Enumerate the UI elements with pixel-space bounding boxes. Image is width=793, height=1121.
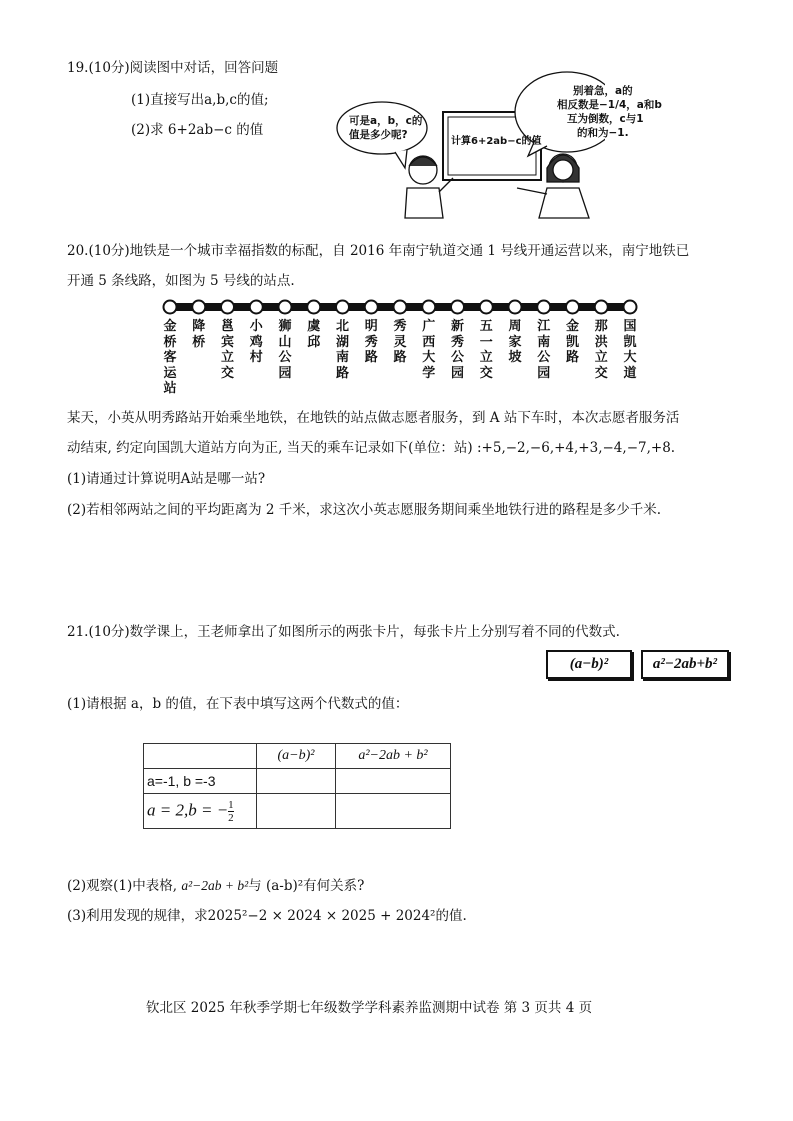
station-dot [537, 301, 550, 314]
station-label: 邕宾立交 [220, 319, 234, 381]
station-dot [480, 301, 493, 314]
girl-bubble-line2: 相反数是−1/4，a和b [557, 99, 662, 111]
values-table [143, 743, 451, 829]
girl-bubble-line3: 互为倒数，c与1 [567, 113, 644, 125]
boy-bubble-line2: 值是多少呢? [349, 129, 408, 141]
q21-part2 [67, 876, 364, 896]
row2-fraction-num: 1 [228, 798, 234, 811]
q21-part3-suffix: 的值. [435, 908, 467, 924]
station-dot [422, 301, 435, 314]
row1-cell-2[interactable] [336, 769, 451, 794]
station-dot [192, 301, 205, 314]
station-label: 五一立交 [479, 319, 493, 381]
q20-para-line2: 动结束, 约定向国凯大道站方向为正, 当天的乘车记录如下(单位：站) :+5,−2,−6,+4,+3,−4,−7,+8. [67, 440, 676, 456]
station-dot [595, 301, 608, 314]
row2-cell-1[interactable] [257, 794, 336, 829]
metro-line-diagram [160, 298, 640, 318]
row1-cell-1[interactable] [257, 769, 336, 794]
station-dot [394, 301, 407, 314]
station-label: 狮山公园 [278, 319, 292, 381]
board-text: 计算6+2ab−c的值 [451, 136, 542, 147]
q21-title: 21.(10分)数学课上，王老师拿出了如图所示的两张卡片，每张卡片上分别写着不同的代数式. [67, 624, 620, 640]
station-label: 那洪立交 [594, 319, 608, 381]
station-label: 国凯大道 [623, 319, 637, 381]
station-dot [451, 301, 464, 314]
station-dot [509, 301, 522, 314]
station-dot [365, 301, 378, 314]
station-label: 虞邱 [307, 319, 321, 350]
station-dot [279, 301, 292, 314]
station-dot [221, 301, 234, 314]
station-label: 明秀路 [364, 319, 378, 365]
row2-label [144, 794, 257, 829]
q21-part1: (1)请根据 a，b 的值，在下表中填写这两个代数式的值： [67, 696, 409, 712]
station-label: 秀灵路 [393, 319, 407, 365]
row2-fraction-den: 2 [228, 811, 234, 824]
girl-bubble-line4: 的和为−1. [577, 127, 629, 139]
station-label: 金凯路 [565, 319, 579, 365]
q21-part3 [67, 906, 467, 926]
station-dot [164, 301, 177, 314]
q21-part3-prefix: (3)利用发现的规律，求 [67, 908, 208, 924]
boy-bubble-line1: 可是a，b，c的 [349, 115, 423, 127]
q19-part2: (2)求 6+2ab−c 的值 [131, 122, 264, 138]
girl-bubble-line1: 别着急，a的 [573, 85, 633, 97]
q20-part2: (2)若相邻两站之间的平均距离为 2 千米，求这次小英志愿服务期间乘坐地铁行进的路程是多少千米. [67, 502, 662, 518]
q20-title-line1: 20.(10分)地铁是一个城市幸福指数的标配，自 2016 年南宁轨道交通 1 号线开通运营以来，南宁地铁已 [67, 243, 690, 259]
table-header-1: (a−b)² [257, 744, 336, 769]
row1-label: a=-1, b =-3 [144, 769, 257, 794]
station-dot [624, 301, 637, 314]
table-row [144, 769, 451, 794]
station-dot [336, 301, 349, 314]
q20-title-line2: 开通 5 条线路，如图为 5 号线的站点. [67, 273, 295, 289]
q20-part1: (1)请通过计算说明A站是哪一站? [67, 471, 266, 487]
card-1: (a−b)² [546, 650, 632, 679]
table-header-empty [144, 744, 257, 769]
station-label: 广西大学 [422, 319, 436, 381]
station-label: 降桥 [192, 319, 206, 350]
table-header-row [144, 744, 451, 769]
row2-label-prefix: a = 2,b = − [147, 799, 229, 819]
card-2: a²−2ab+b² [641, 650, 729, 679]
q21-part2-suffix: 与 (a-b)²有何关系? [248, 878, 365, 894]
station-label: 金桥客运站 [163, 319, 177, 396]
page-footer: 钦北区 2025 年秋季学期七年级数学学科素养监测期中试卷 第 3 页共 4 页 [146, 1000, 593, 1016]
station-label: 江南公园 [537, 319, 551, 381]
station-dot [566, 301, 579, 314]
row2-cell-2[interactable] [336, 794, 451, 829]
q20-para-line1: 某天，小英从明秀路站开始乘坐地铁，在地铁的站点做志愿者服务，到 A 站下车时，本次志愿者服务活 [67, 410, 680, 426]
station-label: 新秀公园 [450, 319, 464, 381]
q19-part1: (1)直接写出a,b,c的值; [131, 92, 269, 108]
station-label: 小鸡村 [249, 319, 263, 365]
table-row [144, 794, 451, 829]
q19-title: 19.(10分)阅读图中对话，回答问题 [67, 60, 279, 76]
q21-part2-prefix: (2)观察(1)中表格, [67, 878, 182, 894]
q21-part3-expr: 2025²−2 × 2024 × 2025 + 2024² [207, 908, 436, 924]
station-dot [250, 301, 263, 314]
station-label: 北湖南路 [335, 319, 349, 381]
station-label: 周家坡 [508, 319, 522, 365]
q21-part2-expr: a²−2ab + b² [181, 878, 249, 893]
table-header-2: a²−2ab + b² [336, 744, 451, 769]
station-dot [307, 301, 320, 314]
